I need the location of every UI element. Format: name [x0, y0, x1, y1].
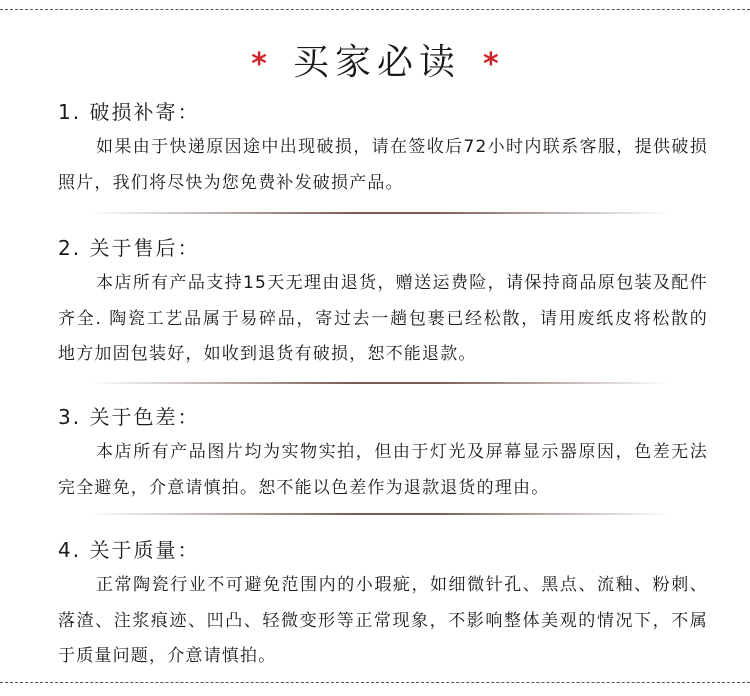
section-body: 正常陶瓷行业不可避免范围内的小瑕疵，如细微针孔、黑点、流釉、粉刺、落渣、注浆痕迹、凹凸、轻微变形等正常现象，不影响整体美观的情况下，不属于质量问题，介意请慎拍。 — [58, 575, 708, 666]
top-dashed-border — [0, 9, 750, 10]
section-divider — [88, 212, 670, 214]
section-heading: 1. 破损补寄： — [58, 100, 200, 124]
page-title: 买家必读 — [292, 41, 461, 83]
star-right-icon: * — [483, 47, 499, 82]
section-damage-reshipment — [58, 97, 708, 201]
section-body: 本店所有产品图片均为实物实拍，但由于灯光及屏幕显示器原因，色差无法完全避免，介意请慎拍。恕不能以色差作为退款退货的理由。 — [58, 442, 708, 498]
section-heading: 2. 关于售后： — [58, 236, 200, 260]
page-header — [0, 34, 750, 84]
bottom-dashed-border — [0, 682, 750, 683]
section-divider — [88, 513, 670, 515]
section-body: 本店所有产品支持15天无理由退货，赠送运费险，请保持商品原包装及配件齐全. 陶瓷工艺品属于易碎品，寄过去一趟包裹已经松散，请用废纸皮将松散的地方加固包装好，如收到退货有破损，恕不能退款。 — [58, 273, 708, 364]
section-color-difference — [58, 402, 708, 506]
star-left-icon: * — [251, 47, 267, 82]
section-quality — [58, 535, 708, 675]
section-divider — [88, 382, 670, 384]
section-heading: 3. 关于色差： — [58, 405, 200, 429]
section-body: 如果由于快递原因途中出现破损，请在签收后72小时内联系客服，提供破损照片，我们将尽快为您免费补发破损产品。 — [58, 137, 708, 193]
section-after-sales — [58, 233, 708, 373]
section-heading: 4. 关于质量： — [58, 538, 200, 562]
